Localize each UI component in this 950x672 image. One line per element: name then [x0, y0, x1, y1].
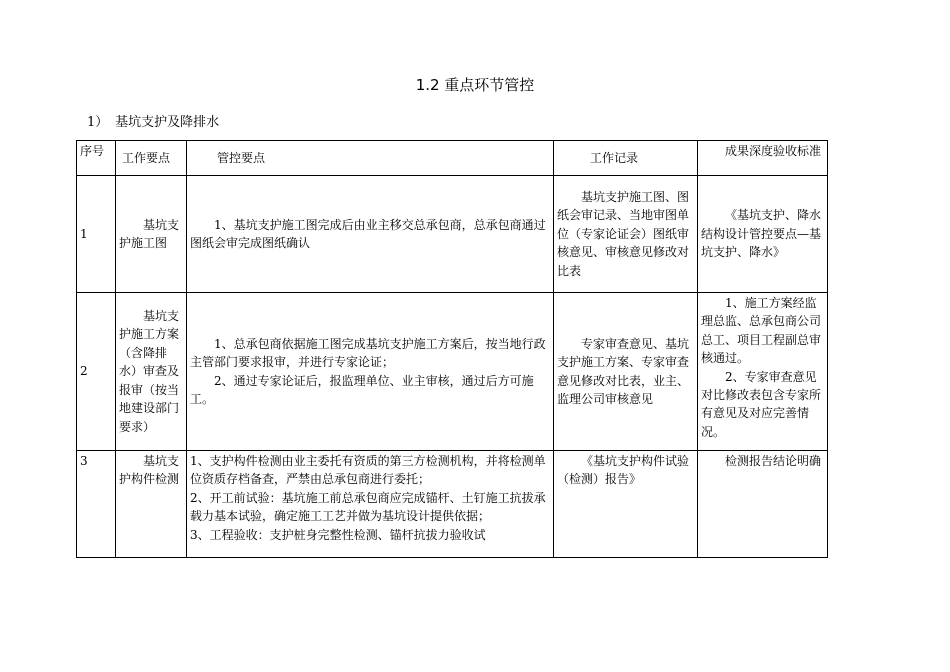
- row-index: 2: [77, 293, 116, 451]
- row-task: 基坑支护施工方案（含降排水）审查及报审（按当地建设部门要求）: [116, 293, 187, 451]
- row-record: 基坑支护施工图、图纸会审记录、当地审图单位（专家论证会）图纸审核意见、审核意见修改对比表: [554, 176, 698, 293]
- standard-item: 2、专家审查意见对比修改表包含专家所有意见及对应完善情况。: [701, 369, 822, 439]
- row-record: 专家审查意见、基坑支护施工方案、专家审查意见修改对比表，业主、监理公司审核意见: [554, 293, 698, 451]
- header-standard: 成果深度验收标准: [698, 141, 828, 176]
- table-row: [77, 451, 828, 558]
- header-record: 工作记录: [554, 141, 698, 176]
- standard-item: 检测报告结论明确: [725, 454, 822, 468]
- section-heading: [87, 114, 219, 132]
- row-index: 1: [77, 176, 116, 293]
- points-item: 2、通过专家论证后，报监理单位、业主审核，通过后方可施工。: [190, 373, 534, 406]
- row-standard: [698, 176, 828, 293]
- document-title: 1.2 重点环节管控: [415, 76, 535, 94]
- row-record: 《基坑支护构件试验（检测）报告》: [554, 451, 698, 558]
- table-header-row: [77, 141, 828, 176]
- row-standard: [698, 451, 828, 558]
- table-row: [77, 293, 828, 451]
- header-points: 管控要点: [187, 141, 554, 176]
- row-standard: [698, 293, 828, 451]
- points-item: 1、总承包商依据施工图完成基坑支护施工方案后，按当地行政主管部门要求报审，并进行专家论证；: [190, 336, 546, 370]
- points-item: 1、基坑支护施工图完成后由业主移交总承包商，总承包商通过图纸会审完成图纸确认: [190, 217, 546, 250]
- points-item: 3、工程验收：支护桩身完整性检测、锚杆抗拔力验收试: [190, 527, 486, 542]
- table-row: [77, 176, 828, 293]
- row-task: 基坑支护构件检测: [116, 451, 187, 558]
- section-number: 1）: [87, 115, 109, 130]
- control-points-table: [76, 140, 828, 558]
- standard-item: 1、施工方案经监理总监、总承包商公司总工、项目工程副总审核通过。: [701, 296, 822, 366]
- points-item: 1、支护构件检测由业主委托有资质的第三方检测机构，并将检测单位资质存档备查，严禁由总承包商进行委托；: [190, 454, 546, 487]
- header-task: 工作要点: [116, 141, 187, 176]
- row-index: 3: [77, 451, 116, 558]
- row-points: [187, 293, 554, 451]
- header-index: 序号: [77, 141, 116, 176]
- standard-item: 《基坑支护、降水结构设计管控要点—基坑支护、降水》: [701, 208, 822, 260]
- row-task: 基坑支护施工图: [116, 176, 187, 293]
- points-item: 2、开工前试验：基坑施工前总承包商应完成锚杆、土钉施工抗拔承载力基本试验，确定施工工艺并做为基坑设计提供依据；: [190, 490, 546, 524]
- row-points: [187, 451, 554, 558]
- row-points: [187, 176, 554, 293]
- section-label: 基坑支护及降排水: [115, 115, 220, 130]
